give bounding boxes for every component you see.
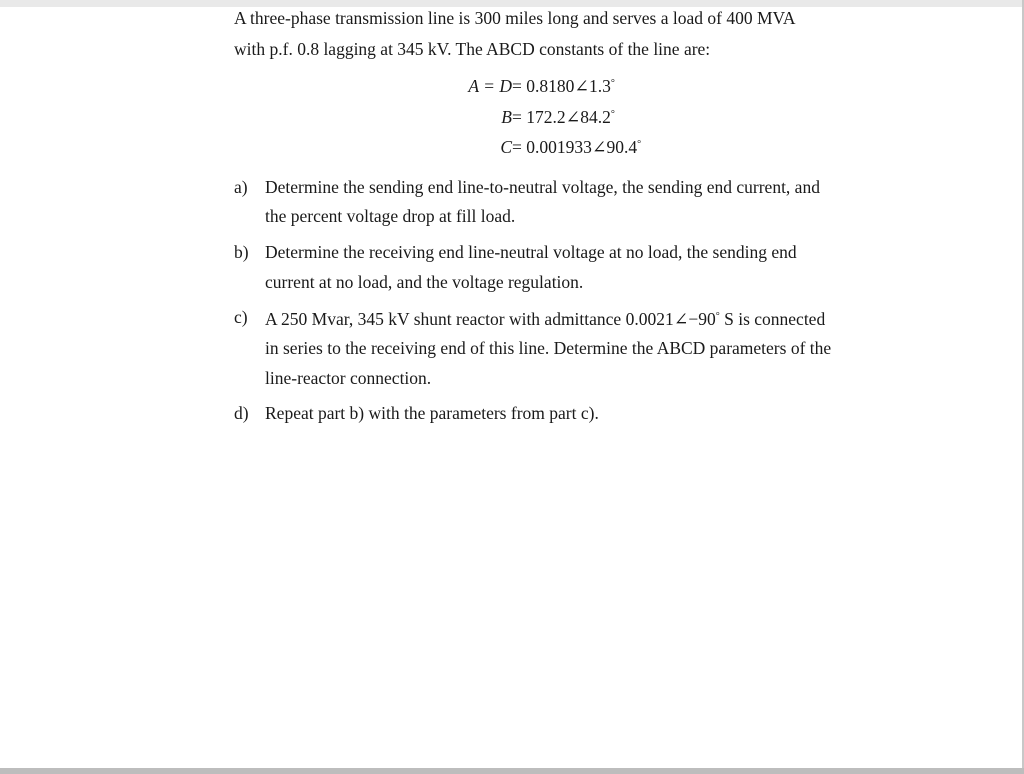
part-a-line-1: Determine the sending end line-to-neutral voltage, the sending end current, and xyxy=(265,177,820,197)
part-a-label: a) xyxy=(234,177,248,197)
document-page xyxy=(0,7,1022,768)
equation-rhs: = 0.001933∠90.4 xyxy=(512,137,638,157)
part-c-line-1-before: A 250 Mvar, 345 kV shunt reactor with admittance 0.0021∠−90 xyxy=(265,309,716,329)
degree-sign: ° xyxy=(637,139,642,150)
equation-rhs: = 0.8180∠1.3 xyxy=(512,76,611,96)
part-b-label: b) xyxy=(234,242,249,262)
part-b-line-2: current at no load, and the voltage regulation. xyxy=(265,272,584,292)
part-c-line-3: line-reactor connection. xyxy=(265,368,432,388)
top-border xyxy=(0,0,1024,7)
part-a-line-2: the percent voltage drop at fill load. xyxy=(265,206,516,226)
bottom-border xyxy=(0,768,1024,774)
part-c-line-2: in series to the receiving end of this line. Determine the ABCD parameters of the xyxy=(265,338,832,358)
equation-rhs: = 172.2∠84.2 xyxy=(512,107,611,127)
part-c-label: c) xyxy=(234,307,248,327)
equation-c xyxy=(422,134,641,158)
equation-lhs: A = D xyxy=(468,76,512,96)
intro-line-1: A three-phase transmission line is 300 miles long and serves a load of 400 MVA xyxy=(234,8,796,28)
degree-sign: ° xyxy=(715,311,720,322)
degree-sign: ° xyxy=(610,109,615,120)
part-d-label: d) xyxy=(234,403,249,423)
part-d-line-1: Repeat part b) with the parameters from part c). xyxy=(265,403,599,423)
intro-line-2: with p.f. 0.8 lagging at 345 kV. The ABCD constants of the line are: xyxy=(234,39,711,59)
part-c-line-1-after: S is connected xyxy=(719,309,826,329)
part-c-line-1 xyxy=(265,306,825,330)
degree-sign: ° xyxy=(610,78,615,89)
equation-b xyxy=(422,104,615,128)
equation-a-d xyxy=(422,73,615,97)
equation-lhs: C xyxy=(500,137,512,157)
equation-lhs: B xyxy=(501,107,512,127)
part-b-line-1: Determine the receiving end line-neutral voltage at no load, the sending end xyxy=(265,242,797,262)
